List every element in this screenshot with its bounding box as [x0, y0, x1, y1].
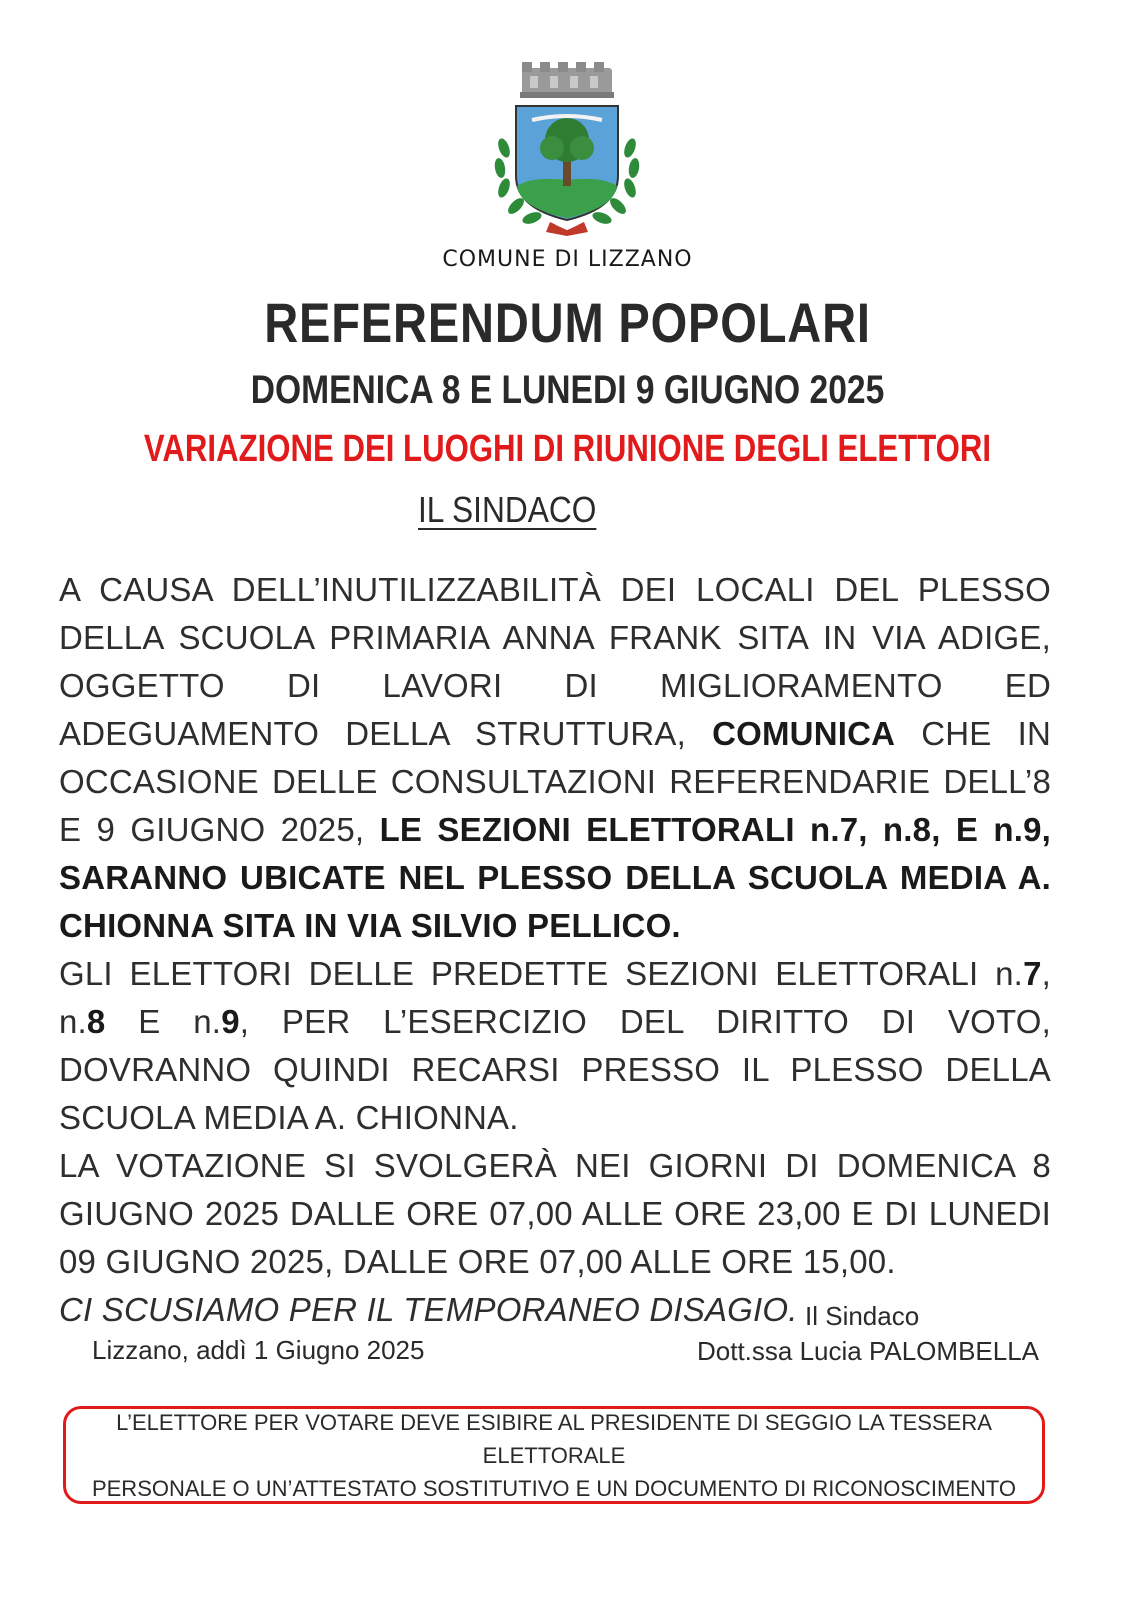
section-number-9: 9: [221, 1003, 240, 1040]
section-number-8: 8: [86, 1003, 106, 1040]
paragraph-voters: GLI ELETTORI DELLE PREDETTE SEZIONI ELETTORALI n.7, n.8 E n.9, PER L’ESERCIZIO DEL DIRITTO DI VOTO, DOVRANNO QUINDI RECARSI PRESSO IL PLESSO DELLA SCUOLA MEDIA A. CHIONNA.: [59, 955, 1052, 1136]
authority-heading: IL SINDACO: [418, 489, 597, 530]
communicates-keyword: COMUNICA: [712, 715, 896, 752]
variation-heading: VARIAZIONE DEI LUOGHI DI RIUNIONE DEGLI ELETTORI: [143, 428, 992, 470]
requirements-line-1: L’ELETTORE PER VOTARE DEVE ESIBIRE AL PRESIDENTE DI SEGGIO LA TESSERA ELETTORALE: [116, 1409, 992, 1468]
crown-icon: [520, 62, 614, 98]
paragraph-apology: CI SCUSIAMO PER IL TEMPORANEO DISAGIO.: [59, 1291, 798, 1328]
place-date: Lizzano, addì 1 Giugno 2025: [92, 1335, 425, 1365]
municipality-name: COMUNE DI LIZZANO: [442, 247, 693, 272]
requirements-line-2: PERSONALE O UN’ATTESTATO SOSTITUTIVO E UN DOCUMENTO DI RICONOSCIMENTO: [91, 1475, 1017, 1501]
paragraph-relocation: A CAUSA DELL’INUTILIZZABILITÀ DEI LOCALI DEL PLESSO DELLA SCUOLA PRIMARIA ANNA FRANK SITA IN VIA ADIGE, OGGETTO DI LAVORI DI MIGLIORAMENTO ED ADEGUAMENTO DELLA STRUTTURA, COMUNICA CHE IN OCCASIONE DELLE CONSULTAZIONI REFERENDARIE DELL’8 E 9 GIUGNO 2025, LE SEZIONI ELETTORALI n.7, n.8, E n.9, SARANNO UBICATE NEL PLESSO DELLA SCUOLA MEDIA A. CHIONNA SITA IN VIA SILVIO PELLICO.: [59, 571, 1052, 944]
voter-requirements-box: [63, 1406, 1045, 1504]
section-number-7: 7: [1023, 955, 1042, 992]
page-title: REFERENDUM POPOLARI: [264, 291, 871, 354]
date-subtitle: DOMENICA 8 E LUNEDI 9 GIUGNO 2025: [250, 368, 885, 412]
paragraph-voting-hours: LA VOTAZIONE SI SVOLGERÀ NEI GIORNI DI DOMENICA 8 GIUGNO 2025 DALLE ORE 07,00 ALLE ORE 23,00 E DI LUNEDI 09 GIUGNO 2025, DALLE ORE 07,00 ALLE ORE 15,00.: [59, 1147, 1051, 1280]
signer-name: Dott.ssa Lucia PALOMBELLA: [697, 1336, 1040, 1366]
notice-body: [59, 566, 1051, 1334]
signer-role: Il Sindaco: [805, 1301, 920, 1331]
sections-relocation: LE SEZIONI ELETTORALI n.7, n.8, E n.9, SARANNO UBICATE NEL PLESSO DELLA SCUOLA MEDIA A. CHIONNA SITA IN VIA SILVIO PELLICO.: [59, 811, 1052, 944]
ribbon-icon: [546, 222, 588, 236]
coat-of-arms-emblem: [492, 58, 642, 238]
